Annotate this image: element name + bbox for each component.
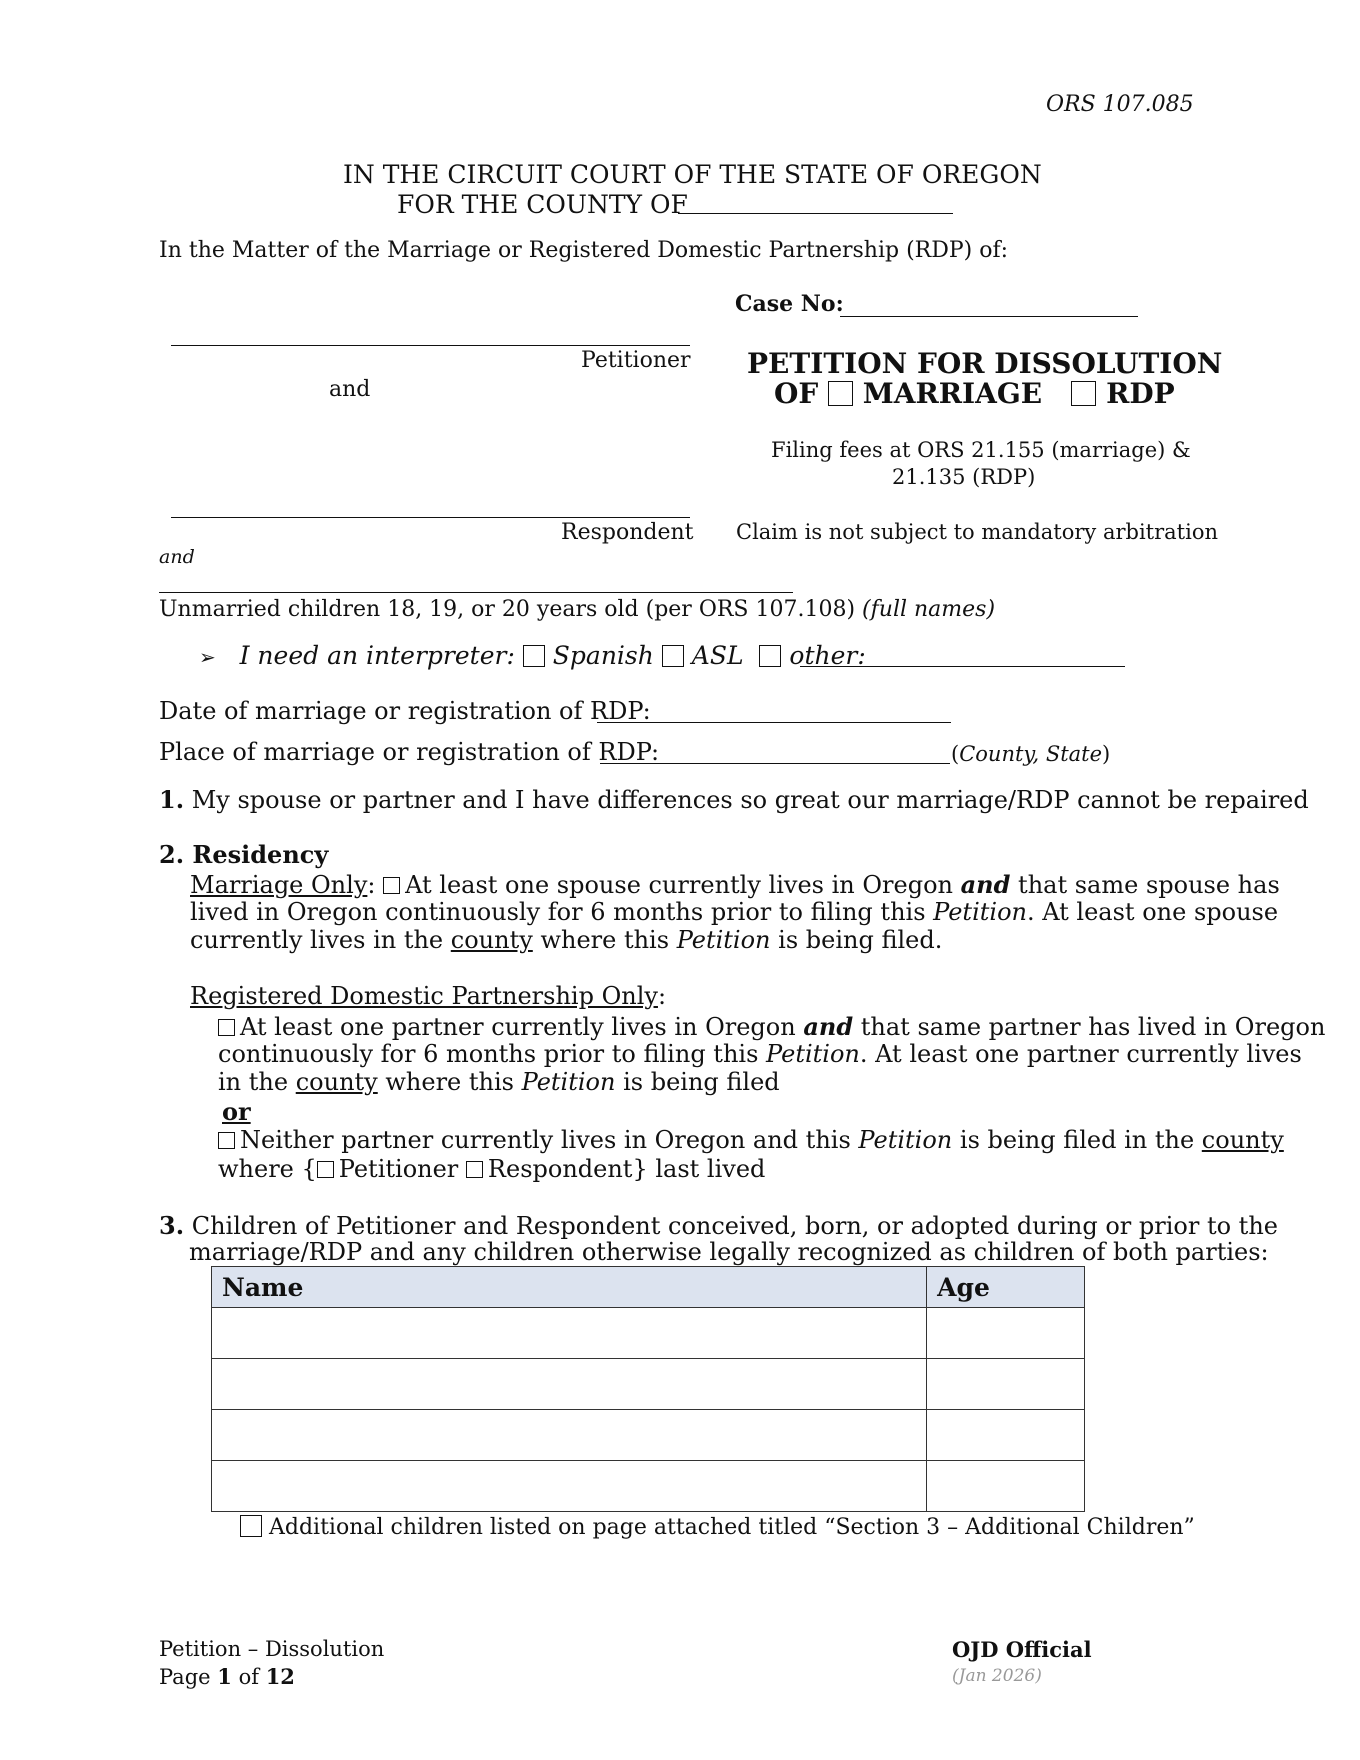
rdp-line5: where { Petitioner Respondent} last lived [218, 1155, 766, 1183]
or-label: or [222, 1097, 251, 1126]
rdp-line4: Neither partner currently lives in Oregon and this Petition is being filed in the county [218, 1126, 1284, 1154]
respondent-lived-checkbox[interactable] [466, 1161, 483, 1178]
place-of-marriage-field[interactable] [600, 763, 950, 764]
table-row [212, 1359, 1085, 1410]
asl-checkbox[interactable] [662, 645, 684, 667]
child-age-cell[interactable] [927, 1461, 1085, 1512]
rdp-line2: continuously for 6 months prior to filing this Petition. At least one partner currently lives [218, 1040, 1302, 1068]
additional-children-row: Additional children listed on page attached titled “Section 3 – Additional Children” [240, 1515, 1195, 1540]
footer-page-number: Page 1 of 12 [159, 1664, 295, 1689]
footer-official: OJD Official [952, 1637, 1092, 1662]
date-of-marriage-field[interactable] [597, 722, 951, 723]
section-3-line2: marriage/RDP and any children otherwise legally recognized as children of both parties: [189, 1238, 1269, 1266]
children-label: Unmarried children 18, 19, or 20 years old (per ORS 107.108) (full names) [159, 597, 996, 622]
table-header-row [212, 1267, 1085, 1308]
other-checkbox[interactable] [759, 645, 781, 667]
rdp-residency-checkbox[interactable] [218, 1019, 235, 1036]
rdp-line3: in the county where this Petition is being filed [218, 1068, 780, 1096]
table-row [212, 1308, 1085, 1359]
rdp-line1: At least one partner currently lives in Oregon and that same partner has lived in Oregon [218, 1012, 1325, 1041]
petitioner-lived-checkbox[interactable] [317, 1161, 334, 1178]
section-2-title: 2. Residency [159, 840, 329, 869]
date-of-marriage-label: Date of marriage or registration of RDP: [159, 697, 651, 725]
name-column-header: Name [212, 1267, 927, 1308]
section-1: 1. My spouse or partner and I have differences so great our marriage/RDP cannot be repaired [159, 785, 1309, 814]
section-3-line1: 3. Children of Petitioner and Respondent conceived, born, or adopted during or prior to the [159, 1211, 1278, 1240]
child-name-cell[interactable] [212, 1410, 927, 1461]
fees-line1: Filing fees at ORS 21.155 (marriage) & [771, 438, 1191, 462]
petition-title-line2: OF MARRIAGE RDP [774, 377, 1175, 410]
rdp-only-label: Registered Domestic Partnership Only: [190, 982, 667, 1010]
petitioner-name-field[interactable] [171, 345, 690, 346]
spanish-checkbox[interactable] [523, 645, 545, 667]
marriage-only-line2: lived in Oregon continuously for 6 months prior to filing this Petition. At least one spouse [190, 898, 1279, 926]
respondent-name-field[interactable] [171, 517, 690, 518]
children-names-field[interactable] [159, 592, 793, 593]
rdp-neither-checkbox[interactable] [218, 1132, 235, 1149]
county-state-hint: (County, State) [951, 742, 1111, 766]
case-no-field[interactable] [840, 316, 1138, 317]
marriage-residency-checkbox[interactable] [383, 877, 400, 894]
and-italic-label: and [159, 546, 195, 568]
table-row [212, 1461, 1085, 1512]
county-label: FOR THE COUNTY OF [397, 190, 688, 219]
place-of-marriage-label: Place of marriage or registration of RDP: [159, 738, 660, 766]
marriage-checkbox[interactable] [828, 381, 853, 406]
child-name-cell[interactable] [212, 1308, 927, 1359]
child-name-cell[interactable] [212, 1461, 927, 1512]
child-age-cell[interactable] [927, 1359, 1085, 1410]
marriage-only-line1: Marriage Only: At least one spouse currently lives in Oregon and that same spouse has [190, 870, 1280, 899]
footer-form-name: Petition – Dissolution [159, 1637, 385, 1661]
court-title: IN THE CIRCUIT COURT OF THE STATE OF OREGON [343, 160, 1042, 189]
county-field[interactable] [678, 213, 953, 214]
age-column-header: Age [927, 1267, 1085, 1308]
marriage-only-line3: currently lives in the county where this Petition is being filed. [190, 926, 943, 954]
footer-date: (Jan 2026) [952, 1666, 1042, 1686]
interpreter-row: ➢ I need an interpreter: Spanish ASL other: [199, 641, 866, 670]
table-row [212, 1410, 1085, 1461]
child-age-cell[interactable] [927, 1410, 1085, 1461]
petitioner-label: Petitioner [581, 348, 691, 373]
child-age-cell[interactable] [927, 1308, 1085, 1359]
fees-line2: 21.135 (RDP) [892, 465, 1036, 489]
petition-title: PETITION FOR DISSOLUTION [747, 347, 1223, 380]
and-label: and [329, 377, 371, 402]
statute-ref: ORS 107.085 [1046, 92, 1194, 117]
interpreter-other-field[interactable] [800, 666, 1125, 667]
additional-children-checkbox[interactable] [240, 1515, 262, 1537]
respondent-label: Respondent [561, 520, 694, 545]
arrow-bullet-icon: ➢ [199, 645, 216, 669]
case-no-label: Case No: [735, 291, 844, 317]
arbitration-note: Claim is not subject to mandatory arbitration [736, 520, 1218, 544]
child-name-cell[interactable] [212, 1359, 927, 1410]
matter-line: In the Matter of the Marriage or Registered Domestic Partnership (RDP) of: [159, 238, 1009, 263]
rdp-checkbox[interactable] [1071, 381, 1096, 406]
children-table [211, 1266, 1085, 1512]
